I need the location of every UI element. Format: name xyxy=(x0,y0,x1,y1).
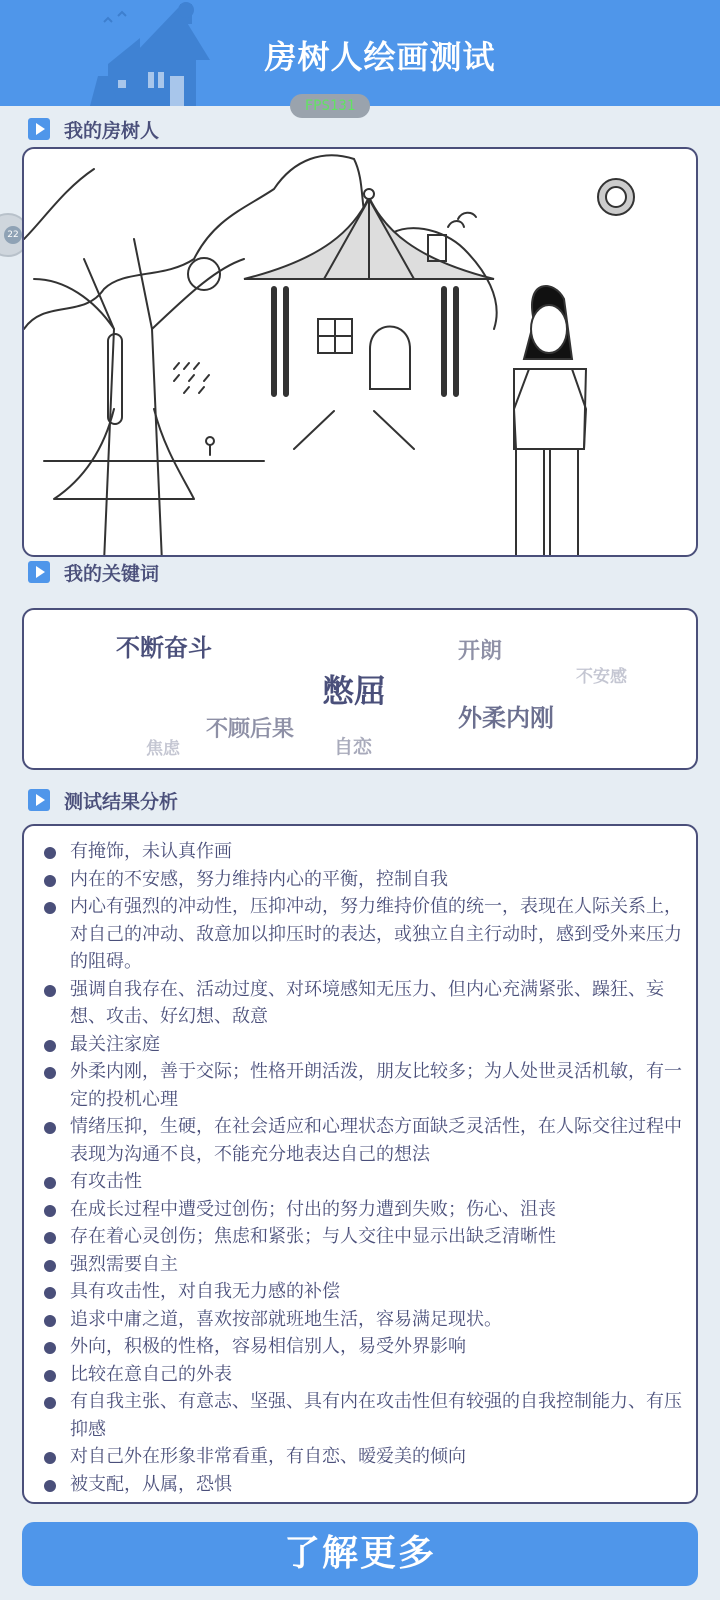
learn-more-button[interactable]: 了解更多 xyxy=(22,1522,698,1586)
section-header-keywords xyxy=(28,559,159,585)
section-header-drawing xyxy=(28,116,159,142)
result-item: 外柔内刚，善于交际；性格开朗活泼，朋友比较多；为人处世灵活机敏，有一定的投机心理 xyxy=(44,1058,684,1113)
keyword-tag: 焦虑 xyxy=(146,739,180,759)
header xyxy=(0,0,720,106)
results-card xyxy=(22,824,698,1504)
result-item: 强调自我存在、活动过度、对环境感知无压力、但内心充满紧张、躁狂、妄想、攻击、好幻想、敌意 xyxy=(44,976,684,1031)
keyword-tag: 自恋 xyxy=(334,736,373,758)
house-tree-person-drawing xyxy=(24,149,696,555)
keyword-tag: 不顾后果 xyxy=(206,717,295,742)
result-item: 具有攻击性，对自我无力感的补偿 xyxy=(44,1278,684,1306)
result-item: 追求中庸之道，喜欢按部就班地生活，容易满足现状。 xyxy=(44,1306,684,1334)
result-item: 外向，积极的性格，容易相信别人，易受外界影响 xyxy=(44,1333,684,1361)
result-item: 存在着心灵创伤；焦虑和紧张；与人交往中显示出缺乏清晰性 xyxy=(44,1223,684,1251)
result-item: 内心有强烈的冲动性，压抑冲动，努力维持价值的统一，表现在人际关系上，对自己的冲动、敌意加以抑压时的表达，或独立自主行动时，感到受外来压力的阻碍。 xyxy=(44,893,684,976)
keyword-tag: 憋屈 xyxy=(322,672,387,710)
keyword-tag: 不安感 xyxy=(576,667,627,687)
result-item: 情绪压抑，生硬，在社会适应和心理状态方面缺乏灵活性，在人际交往过程中表现为沟通不良，不能充分地表达自己的想法 xyxy=(44,1113,684,1168)
result-item: 在成长过程中遭受过创伤；付出的努力遭到失败；伤心、沮丧 xyxy=(44,1196,684,1224)
keyword-tag: 开朗 xyxy=(458,639,503,664)
play-icon xyxy=(28,789,50,811)
page-title: 房树人绘画测试 xyxy=(264,38,496,76)
result-item: 被支配，从属，恐惧 xyxy=(44,1471,684,1499)
keyword-tag: 不断奋斗 xyxy=(116,634,212,662)
play-icon xyxy=(28,118,50,140)
section-header-results xyxy=(28,787,178,813)
result-item: 有攻击性 xyxy=(44,1168,684,1196)
keyword-cloud xyxy=(22,608,698,770)
section-title-drawing: 我的房树人 xyxy=(64,119,160,142)
fps-badge: FPS131 xyxy=(290,94,370,118)
keyword-tag: 外柔内刚 xyxy=(458,704,554,732)
drawing-card xyxy=(22,147,698,557)
section-title-results: 测试结果分析 xyxy=(64,790,179,813)
result-item: 比较在意自己的外表 xyxy=(44,1361,684,1389)
results-list xyxy=(24,826,696,1498)
play-icon xyxy=(28,561,50,583)
result-item: 有自我主张、有意志、坚强、具有内在攻击性但有较强的自我控制能力、有压抑感 xyxy=(44,1388,684,1443)
result-item: 对自己外在形象非常看重，有自恋、暧爱美的倾向 xyxy=(44,1443,684,1471)
result-item: 强烈需要自主 xyxy=(44,1251,684,1279)
result-item: 有掩饰，未认真作画 xyxy=(44,838,684,866)
result-item: 最关注家庭 xyxy=(44,1031,684,1059)
section-title-keywords: 我的关键词 xyxy=(64,562,160,585)
side-handle-label: 22 xyxy=(4,226,22,244)
result-item: 内在的不安感，努力维持内心的平衡，控制自我 xyxy=(44,866,684,894)
